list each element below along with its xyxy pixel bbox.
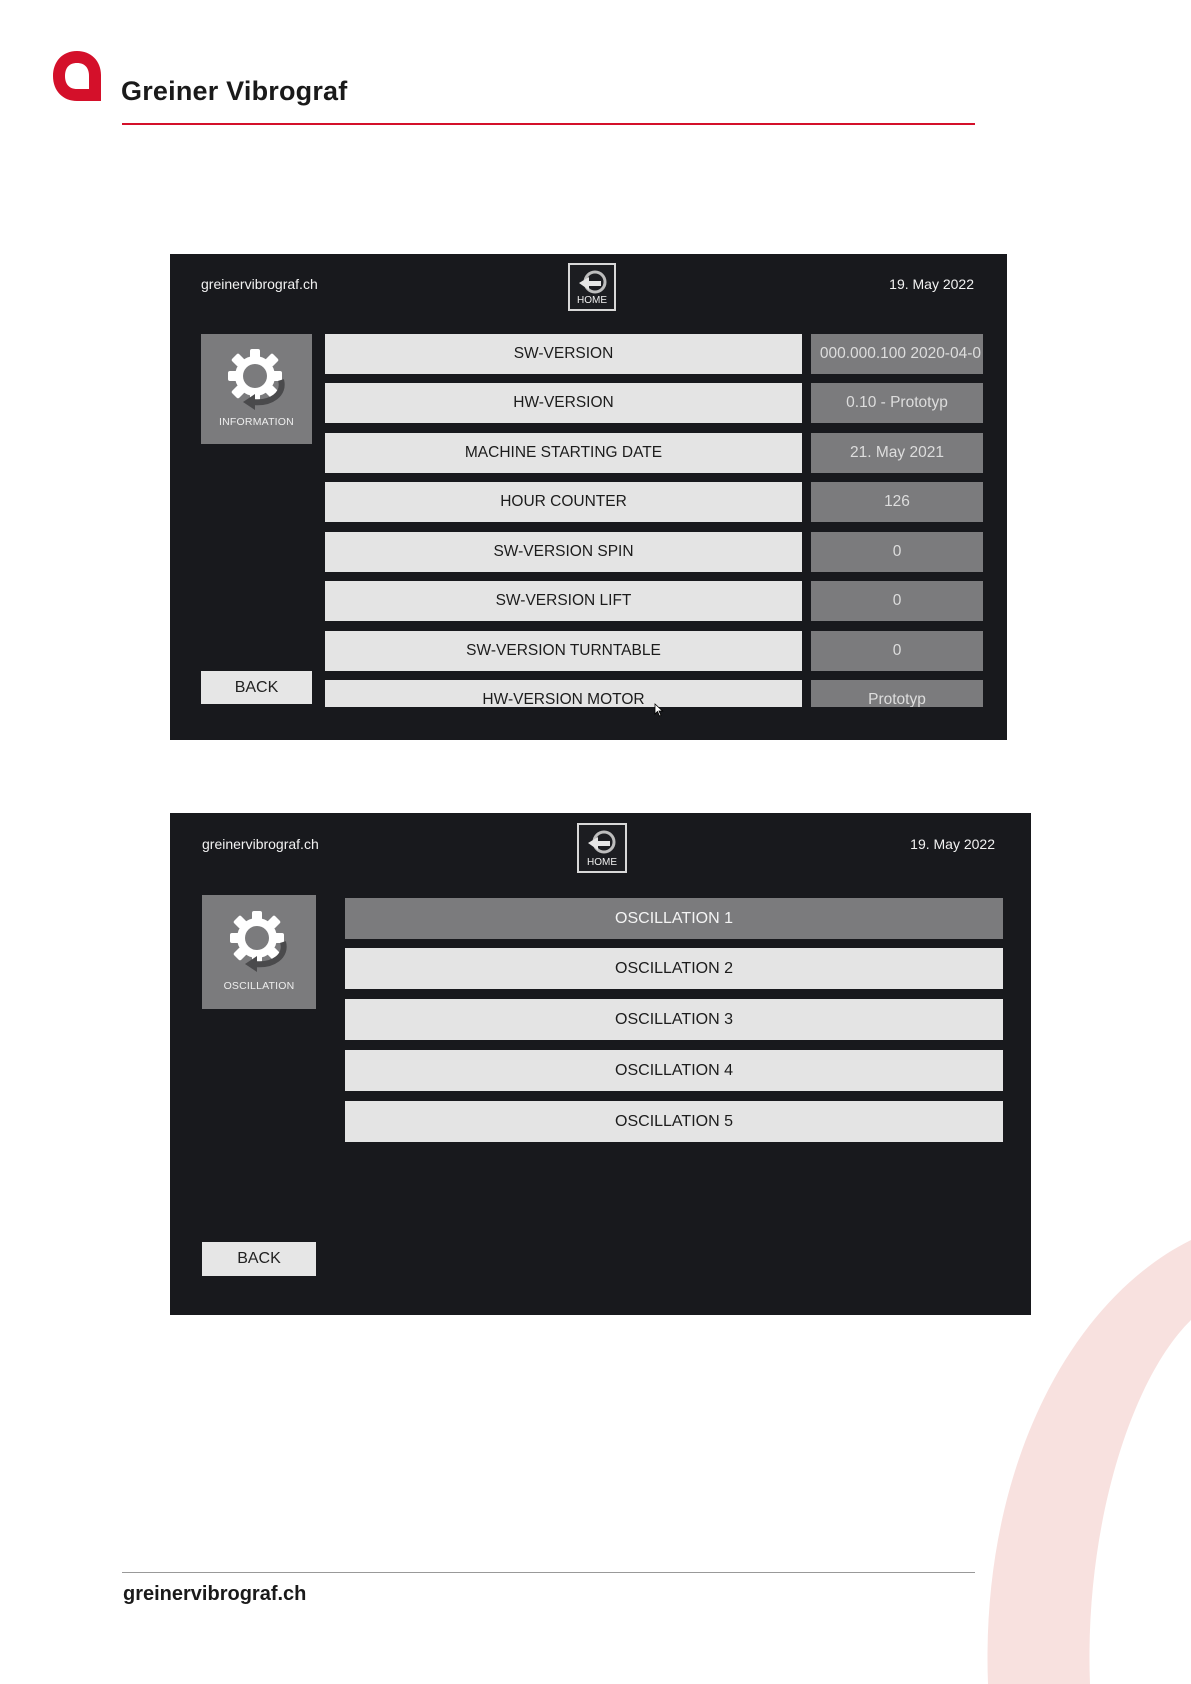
info-row-label[interactable]: MACHINE STARTING DATE [325, 433, 802, 473]
header-divider [122, 123, 975, 125]
page-icon-label: OSCILLATION [223, 980, 295, 992]
oscillation-3-button[interactable]: OSCILLATION 3 [345, 999, 1003, 1040]
home-arrow-icon [586, 829, 618, 857]
info-row-label[interactable]: SW-VERSION LIFT [325, 581, 802, 621]
home-button[interactable] [568, 263, 616, 311]
info-row-label[interactable]: HW-VERSION [325, 383, 802, 423]
gear-cycle-icon [221, 906, 297, 976]
info-row-value: 126 [811, 482, 983, 522]
info-row-value: 0 [811, 631, 983, 671]
oscillation-2-button[interactable]: OSCILLATION 2 [345, 948, 1003, 989]
site-url: greinervibrograf.ch [202, 836, 319, 852]
mouse-cursor-icon [654, 703, 664, 717]
decorative-arc [980, 1240, 1191, 1684]
home-label: HOME [587, 857, 617, 868]
oscillation-5-button[interactable]: OSCILLATION 5 [345, 1101, 1003, 1142]
info-row-label[interactable]: HW-VERSION MOTOR [325, 680, 802, 707]
information-page-icon [201, 334, 312, 444]
info-row-label[interactable]: HOUR COUNTER [325, 482, 802, 522]
date-display: 19. May 2022 [889, 276, 974, 292]
date-display: 19. May 2022 [910, 836, 995, 852]
home-arrow-icon [577, 269, 609, 297]
back-button[interactable]: BACK [201, 671, 312, 704]
info-row-value: 0 [811, 532, 983, 572]
oscillation-1-button[interactable]: OSCILLATION 1 [345, 898, 1003, 939]
footer-url: greinervibrograf.ch [123, 1583, 307, 1605]
gear-cycle-icon [219, 344, 295, 414]
back-button[interactable]: BACK [202, 1242, 316, 1276]
oscillation-page-icon [202, 895, 316, 1009]
information-screen [170, 254, 1007, 740]
info-row-value: 21. May 2021 [811, 433, 983, 473]
home-button[interactable] [577, 823, 627, 873]
brand-name: Greiner Vibrograf [121, 76, 348, 106]
greiner-logo-icon [50, 48, 104, 104]
oscillation-screen [170, 813, 1031, 1315]
info-row-label[interactable]: SW-VERSION [325, 334, 802, 374]
info-row-value: 000.000.100 2020-04-0 [811, 334, 983, 374]
info-row-label[interactable]: SW-VERSION TURNTABLE [325, 631, 802, 671]
oscillation-4-button[interactable]: OSCILLATION 4 [345, 1050, 1003, 1091]
info-row-value: 0.10 - Prototyp [811, 383, 983, 423]
site-url: greinervibrograf.ch [201, 276, 318, 292]
info-row-value: Prototyp [811, 680, 983, 707]
page-icon-label: INFORMATION [219, 416, 294, 428]
info-row-label[interactable]: SW-VERSION SPIN [325, 532, 802, 572]
footer-divider [122, 1572, 975, 1573]
home-label: HOME [577, 295, 607, 306]
info-row-value: 0 [811, 581, 983, 621]
